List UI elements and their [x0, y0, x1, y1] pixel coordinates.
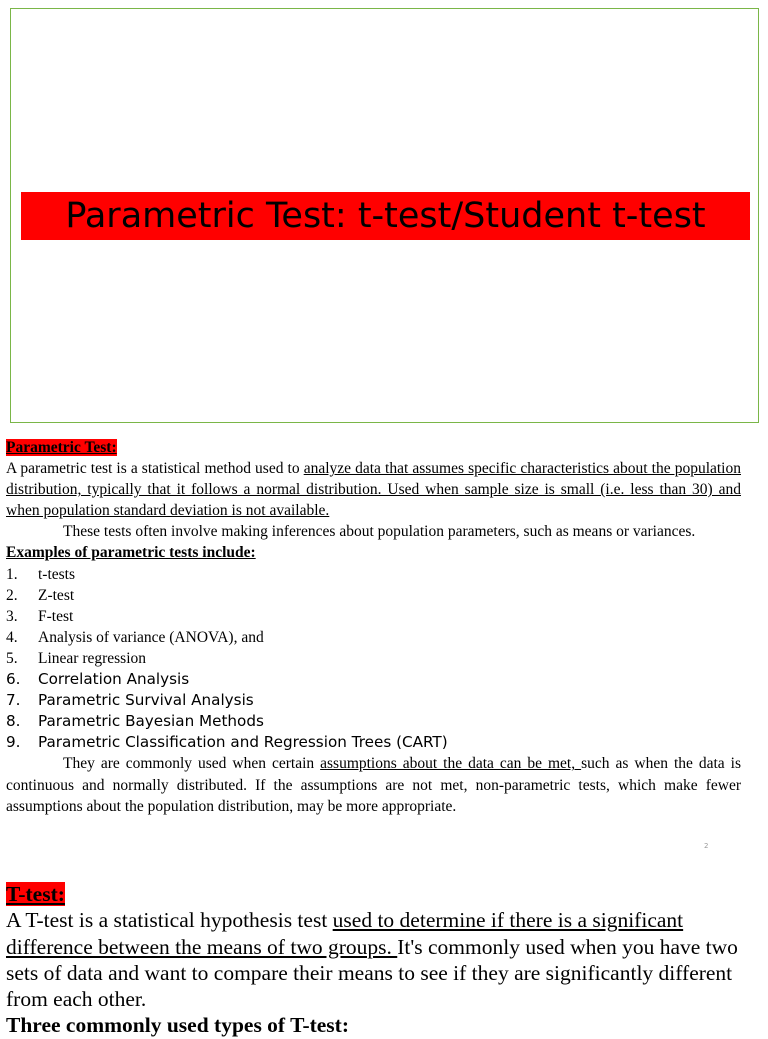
list-number: 3. — [6, 607, 18, 625]
list-item — [6, 669, 741, 690]
title-slide — [10, 8, 759, 423]
list-text: Parametric Bayesian Methods — [38, 712, 264, 731]
list-text: Analysis of variance (ANOVA), and — [38, 628, 264, 646]
t-test-heading: T-test: — [6, 882, 65, 906]
list-number: 6. — [6, 670, 21, 689]
definition-text: A parametric test is a statistical method used to — [6, 460, 304, 478]
t-test-types-heading: Three commonly used types of T-test: — [6, 1013, 349, 1038]
list-text: Correlation Analysis — [38, 670, 190, 689]
assumptions-text: They are commonly used when certain — [63, 755, 321, 773]
list-text: Linear regression — [38, 649, 147, 667]
definition-underlined-text: analyze data that assumes specific characteristics about the population distribution, typically that it follows a normal distribution. Used when sample size is small (i.e. less than 30) and when population standard deviation is not available. — [6, 460, 741, 520]
inference-paragraph: These tests often involve making inferences about population parameters, such as means or variances. — [63, 523, 696, 541]
list-number: 8. — [6, 712, 21, 731]
list-number: 2. — [6, 586, 18, 604]
page-number: 2 — [704, 842, 709, 850]
list-item — [6, 690, 741, 711]
list-item — [6, 711, 741, 732]
list-item — [6, 627, 741, 648]
list-number: 1. — [6, 565, 18, 583]
assumptions-underlined-text: assumptions about the data can be met, — [320, 755, 582, 773]
t-test-paragraph — [6, 907, 746, 1012]
list-item — [6, 648, 741, 669]
examples-list — [6, 564, 741, 754]
t-test-heading-line — [6, 881, 746, 907]
definition-paragraph — [6, 458, 741, 521]
examples-heading: Examples of parametric tests include: — [6, 544, 256, 562]
t-test-text: A T-test is a statistical hypothesis test — [6, 908, 333, 933]
list-text: Parametric Classification and Regression Trees (CART) — [38, 733, 448, 752]
list-item — [6, 606, 741, 627]
list-text: F-test — [38, 607, 74, 625]
list-text: Z-test — [38, 586, 75, 604]
list-number: 7. — [6, 691, 21, 710]
list-item — [6, 564, 741, 585]
list-item — [6, 585, 741, 606]
t-test-text-rest: It's commonly used when you have two sets of data and want to compare their means to see if they are significantly different from each other. — [6, 934, 738, 1012]
assumptions-text-rest: such as when the data is continuous and normally distributed. If the assumptions are not met, non-parametric tests, which make fewer assumptions about the population distribution, may be more appropriate. — [6, 755, 741, 815]
parametric-test-heading: Parametric Test: — [6, 439, 117, 456]
slide-title: Parametric Test: t-test/Student t-test — [21, 192, 750, 240]
parametric-test-section — [6, 437, 741, 817]
list-number: 4. — [6, 628, 18, 646]
t-test-underlined-text: used to determine if there is a significant difference between the means of two groups. — [6, 908, 684, 959]
list-item — [6, 732, 741, 753]
list-text: Parametric Survival Analysis — [38, 691, 254, 710]
list-number: 9. — [6, 733, 21, 752]
t-test-section — [6, 881, 746, 1039]
section-heading — [6, 437, 741, 458]
list-number: 5. — [6, 649, 18, 667]
list-text: t-tests — [38, 565, 76, 583]
assumptions-paragraph — [6, 753, 741, 816]
